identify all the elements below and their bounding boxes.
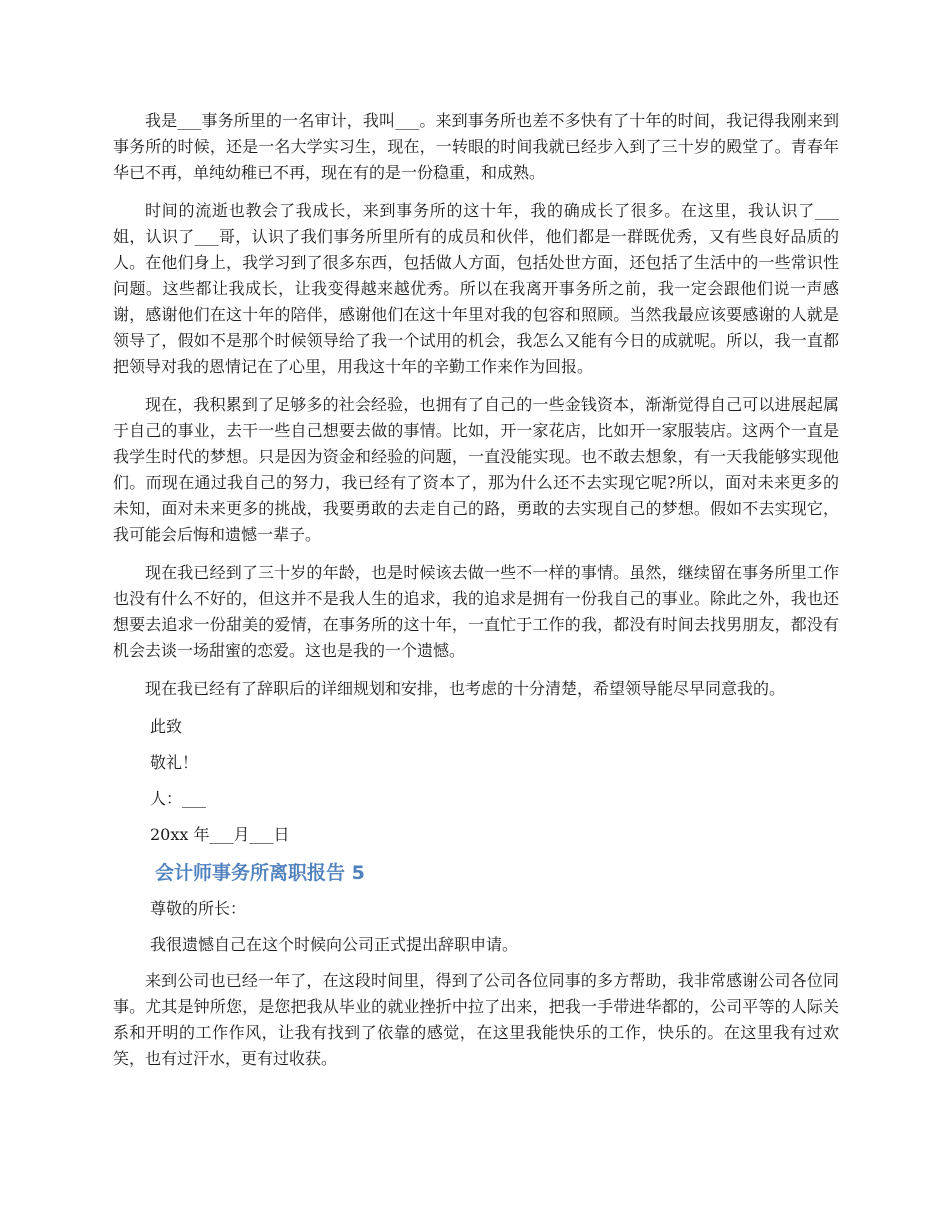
paragraph-age: 现在我已经到了三十岁的年龄，也是时候该去做一些不一样的事情。虽然，继续留在事务所里工作也没有什么不好的，但这并不是我人生的追求，我的追求是拥有一份我自己的事业。除此之外，我也还想要去追求一份甜美的爱情，在事务所的这十年，一直忙于工作的我，都没有时间去找男朋友，都没有机会去谈一场甜蜜的恋爱。这也是我的一个遗憾。 bbox=[113, 563, 839, 660]
paragraph-dreams: 现在，我积累到了足够多的社会经验，也拥有了自己的一些金钱资本，渐渐觉得自己可以进展起属于自己的事业，去干一些自己想要去做的事情。比如，开一家花店，比如开一家服装店。这两个一直是我学生时代的梦想。只是因为资金和经验的问题，一直没能实现。也不敢去想象，有一天我能够实现他们。而现在通过我自己的努力，我已经有了资本了，那为什么还不去实现它呢?所以，面对未来更多的未知，面对未来更多的挑战，我要勇敢的去走自己的路，勇敢的去实现自己的梦想。假如不去实现它，我可能会后悔和遗憾一辈子。 bbox=[113, 395, 839, 544]
letter-intro: 我很遗憾自己在这个时候向公司正式提出辞职申请。 bbox=[150, 935, 519, 954]
letter-body: 来到公司也已经一年了，在这段时间里，得到了公司各位同事的多方帮助，我非常感谢公司各位同事。尤其是钟所您，是您把我从毕业的就业挫折中拉了出来，把我一手带进华都的，公司平等的人际关系和开明的工作作风，让我有找到了依靠的感觉，在这里我能快乐的工作，快乐的。在这里我有过欢笑，也有过汗水，更有过收获。 bbox=[113, 971, 839, 1068]
letter-greeting: 尊敬的所长： bbox=[150, 899, 247, 918]
closing-salutation: 此致 bbox=[150, 717, 183, 736]
closing-regards: 敬礼！ bbox=[150, 753, 199, 772]
closing-date: 20xx 年___月___日 bbox=[150, 825, 290, 844]
paragraph-plan: 现在我已经有了辞职后的详细规划和安排，也考虑的十分清楚，希望领导能尽早同意我的。 bbox=[145, 679, 786, 698]
paragraph-intro: 我是___事务所里的一名审计，我叫___。来到事务所也差不多快有了十年的时间，我记得我刚来到事务所的时候，还是一名大学实习生，现在，一转眼的时间我就已经步入到了三十岁的殿堂了。青春年华已不再，单纯幼稚已不再，现在有的是一份稳重，和成熟。 bbox=[113, 111, 839, 182]
section-title: 会计师事务所离职报告 5 bbox=[155, 862, 365, 884]
closing-signer: 人：___ bbox=[150, 789, 207, 808]
document-page bbox=[113, 108, 839, 1084]
paragraph-growth: 时间的流逝也教会了我成长，来到事务所的这十年，我的确成长了很多。在这里，我认识了___姐，认识了___哥，认识了我们事务所里所有的成员和伙伴，他们都是一群既优秀，又有些良好品质的人。在他们身上，我学习到了很多东西，包括做人方面，包括处世方面，还包括了生活中的一些常识性问题。这些都让我成长，让我变得越来越优秀。所以在我离开事务所之前，我一定会跟他们说一声感谢，感谢他们在这十年的陪伴，感谢他们在这十年里对我的包容和照顾。当然我最应该要感谢的人就是领导了，假如不是那个时候领导给了我一个试用的机会，我怎么又能有今日的成就呢。所以，我一直都把领导对我的恩情记在了心里，用我这十年的辛勤工作来作为回报。 bbox=[113, 201, 839, 376]
